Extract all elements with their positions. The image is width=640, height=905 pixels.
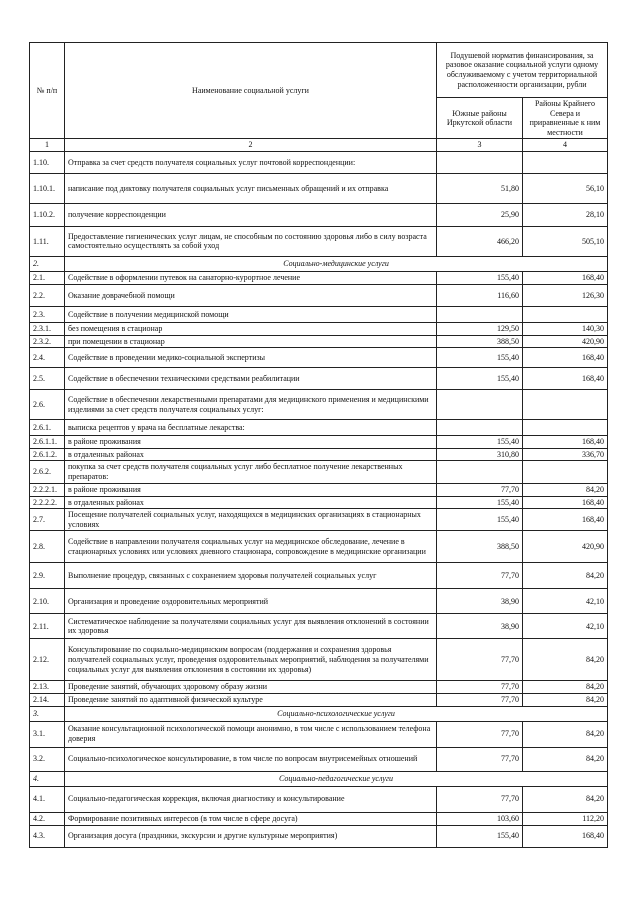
service-name: в отдаленных районах (65, 496, 437, 509)
header-index: 2 (65, 139, 437, 152)
service-name: Организация и проведение оздоровительных мероприятий (65, 589, 437, 614)
service-name: Содействие в направлении получателя социальных услуг на медицинское обследование, лечение в стационарных условиях или условиях дневного стационара, сопровождение в медицинские организации (65, 531, 437, 563)
header-index-row (30, 139, 608, 152)
service-name: в отдаленных районах (65, 448, 437, 461)
row-number: 2.6.1.2. (30, 448, 65, 461)
service-name: в районе проживания (65, 436, 437, 449)
section-row (30, 771, 608, 786)
section-number: 3. (30, 706, 65, 721)
north-price: 505,10 (523, 226, 608, 256)
table-row (30, 563, 608, 589)
south-price: 466,20 (437, 226, 523, 256)
table-row (30, 284, 608, 306)
table-row (30, 721, 608, 747)
north-price: 84,20 (523, 483, 608, 496)
row-number: 2.2. (30, 284, 65, 306)
row-number: 2.13. (30, 681, 65, 694)
service-name: Предоставление гигиенических услуг лицам, не способным по состоянию здоровья либо в силу возраста самостоятельно осуществлять за собой уход (65, 226, 437, 256)
table-row (30, 693, 608, 706)
tariff-table (29, 42, 608, 848)
service-name: Формирование позитивных интересов (в том числе в сфере досуга) (65, 812, 437, 825)
north-price: 168,40 (523, 496, 608, 509)
row-number: 2.10. (30, 589, 65, 614)
row-number: 2.6.1. (30, 420, 65, 436)
row-number: 3.2. (30, 747, 65, 771)
service-name: Проведение занятий по адаптивной физической культуре (65, 693, 437, 706)
south-price: 155,40 (437, 496, 523, 509)
south-price: 77,70 (437, 639, 523, 681)
table-row (30, 639, 608, 681)
row-number: 2.2.2.2. (30, 496, 65, 509)
south-price: 155,40 (437, 368, 523, 390)
service-name: при помещении в стационар (65, 335, 437, 348)
service-name: Консультирование по социально-медицинским вопросам (поддержания и сохранения здоровья получателей социальных услуг, проведения оздоровительных мероприятий, наблюдения за получателями социальных услуг для выявления отклонения в состоянии их здоровья) (65, 639, 437, 681)
header-norm: Подушевой норматив финансирования, за разовое оказание социальной услуги одному обслуживаемому с учетом территориальной расположенности организации, рубли (437, 43, 608, 98)
south-price: 77,70 (437, 681, 523, 694)
table-row (30, 825, 608, 847)
north-price: 84,20 (523, 563, 608, 589)
north-price: 168,40 (523, 509, 608, 531)
service-name: Выполнение процедур, связанных с сохранением здоровья получателей социальных услуг (65, 563, 437, 589)
north-price: 84,20 (523, 693, 608, 706)
row-number: 2.7. (30, 509, 65, 531)
header-south: Южные районы Иркутской области (437, 98, 523, 139)
north-price: 140,30 (523, 322, 608, 335)
table-row (30, 448, 608, 461)
row-number: 1.10. (30, 151, 65, 173)
service-name: Содействие в получении медицинской помощи (65, 306, 437, 322)
north-price: 336,70 (523, 448, 608, 461)
south-price: 38,90 (437, 614, 523, 639)
row-number: 2.3.1. (30, 322, 65, 335)
south-price (437, 390, 523, 420)
section-row (30, 256, 608, 271)
south-price: 155,40 (437, 509, 523, 531)
service-name: Посещение получателей социальных услуг, находящихся в медицинских организациях в стационарных условиях (65, 509, 437, 531)
table-row (30, 348, 608, 368)
table-row (30, 812, 608, 825)
row-number: 2.3.2. (30, 335, 65, 348)
south-price: 129,50 (437, 322, 523, 335)
row-number: 1.10.1. (30, 173, 65, 203)
north-price: 84,20 (523, 747, 608, 771)
section-number: 2. (30, 256, 65, 271)
row-number: 4.1. (30, 786, 65, 812)
service-name: Содействие в оформлении путевок на санаторно-курортное лечение (65, 271, 437, 284)
service-name: написание под диктовку получателя социальных услуг письменных обращений и их отправка (65, 173, 437, 203)
service-name: Организация досуга (праздники, экскурсии и другие культурные мероприятия) (65, 825, 437, 847)
header-index: 3 (437, 139, 523, 152)
service-name: в районе проживания (65, 483, 437, 496)
north-price (523, 306, 608, 322)
south-price: 77,70 (437, 786, 523, 812)
table-header (30, 43, 608, 152)
table-row (30, 271, 608, 284)
south-price: 77,70 (437, 747, 523, 771)
section-number: 4. (30, 771, 65, 786)
row-number: 2.12. (30, 639, 65, 681)
north-price: 168,40 (523, 368, 608, 390)
service-name: Социально-педагогическая коррекция, включая диагностику и консультирование (65, 786, 437, 812)
table-row (30, 786, 608, 812)
table-row (30, 436, 608, 449)
header-name: Наименование социальной услуги (65, 43, 437, 139)
row-number: 2.11. (30, 614, 65, 639)
header-north: Районы Крайнего Севера и приравненные к ним местности (523, 98, 608, 139)
north-price: 84,20 (523, 721, 608, 747)
south-price: 310,80 (437, 448, 523, 461)
north-price: 84,20 (523, 681, 608, 694)
table-row (30, 747, 608, 771)
row-number: 2.6. (30, 390, 65, 420)
row-number: 2.5. (30, 368, 65, 390)
north-price (523, 420, 608, 436)
south-price (437, 461, 523, 483)
row-number: 2.4. (30, 348, 65, 368)
table-row (30, 322, 608, 335)
south-price: 25,90 (437, 203, 523, 226)
south-price: 155,40 (437, 825, 523, 847)
north-price: 84,20 (523, 786, 608, 812)
row-number: 4.2. (30, 812, 65, 825)
service-name: без помещения в стационар (65, 322, 437, 335)
table-row (30, 589, 608, 614)
table-row (30, 681, 608, 694)
table-row (30, 509, 608, 531)
header-index: 1 (30, 139, 65, 152)
table-row (30, 420, 608, 436)
table-row (30, 368, 608, 390)
south-price: 388,50 (437, 531, 523, 563)
south-price: 155,40 (437, 271, 523, 284)
table-row (30, 390, 608, 420)
south-price (437, 151, 523, 173)
row-number: 2.6.1.1. (30, 436, 65, 449)
header-index: 4 (523, 139, 608, 152)
section-title: Социально-психологические услуги (65, 706, 608, 721)
service-name: Содействие в обеспечении техническими средствами реабилитации (65, 368, 437, 390)
south-price: 38,90 (437, 589, 523, 614)
row-number: 4.3. (30, 825, 65, 847)
south-price: 155,40 (437, 348, 523, 368)
north-price: 112,20 (523, 812, 608, 825)
service-name: Социально-психологическое консультирование, в том числе по вопросам внутрисемейных отношений (65, 747, 437, 771)
north-price (523, 390, 608, 420)
service-name: Содействие в обеспечении лекарственными препаратами для медицинского применения и медицинскими изделиями за счет средств получателя социальных услуг: (65, 390, 437, 420)
north-price: 84,20 (523, 639, 608, 681)
row-number: 2.1. (30, 271, 65, 284)
table-row (30, 461, 608, 483)
row-number: 2.2.2.1. (30, 483, 65, 496)
north-price: 168,40 (523, 348, 608, 368)
table-row (30, 226, 608, 256)
table-row (30, 483, 608, 496)
south-price: 77,70 (437, 693, 523, 706)
header-num: № п/п (30, 43, 65, 139)
service-name: выписка рецептов у врача на бесплатные лекарства: (65, 420, 437, 436)
north-price: 168,40 (523, 825, 608, 847)
row-number: 1.10.2. (30, 203, 65, 226)
north-price: 42,10 (523, 589, 608, 614)
table-row (30, 531, 608, 563)
north-price (523, 461, 608, 483)
south-price: 77,70 (437, 483, 523, 496)
south-price: 77,70 (437, 721, 523, 747)
row-number: 2.8. (30, 531, 65, 563)
table-row (30, 306, 608, 322)
row-number: 2.3. (30, 306, 65, 322)
service-name: получение корреспонденции (65, 203, 437, 226)
service-name: Оказание консультационной психологической помощи анонимно, в том числе с использованием телефона доверия (65, 721, 437, 747)
service-name: покупка за счет средств получателя социальных услуг либо бесплатное получение лекарственных препаратов: (65, 461, 437, 483)
south-price: 103,60 (437, 812, 523, 825)
service-name: Проведение занятий, обучающих здоровому образу жизни (65, 681, 437, 694)
north-price: 42,10 (523, 614, 608, 639)
south-price: 51,80 (437, 173, 523, 203)
north-price: 126,30 (523, 284, 608, 306)
table-row (30, 496, 608, 509)
north-price: 168,40 (523, 436, 608, 449)
north-price: 420,90 (523, 335, 608, 348)
row-number: 2.14. (30, 693, 65, 706)
service-name: Содействие в проведении медико-социальной экспертизы (65, 348, 437, 368)
table-row (30, 151, 608, 173)
service-name: Систематическое наблюдение за получателями социальных услуг для выявления отклонений в состоянии их здоровья (65, 614, 437, 639)
south-price: 77,70 (437, 563, 523, 589)
south-price (437, 420, 523, 436)
north-price (523, 151, 608, 173)
service-name: Оказание доврачебной помощи (65, 284, 437, 306)
south-price: 388,50 (437, 335, 523, 348)
section-title: Социально-медицинские услуги (65, 256, 608, 271)
north-price: 168,40 (523, 271, 608, 284)
south-price (437, 306, 523, 322)
table-row (30, 614, 608, 639)
section-title: Социально-педагогические услуги (65, 771, 608, 786)
table-row (30, 335, 608, 348)
north-price: 420,90 (523, 531, 608, 563)
south-price: 116,60 (437, 284, 523, 306)
table-body (30, 151, 608, 847)
row-number: 3.1. (30, 721, 65, 747)
north-price: 28,10 (523, 203, 608, 226)
south-price: 155,40 (437, 436, 523, 449)
service-name: Отправка за счет средств получателя социальных услуг почтовой корреспонденции: (65, 151, 437, 173)
section-row (30, 706, 608, 721)
table-row (30, 173, 608, 203)
row-number: 1.11. (30, 226, 65, 256)
row-number: 2.9. (30, 563, 65, 589)
table-row (30, 203, 608, 226)
row-number: 2.6.2. (30, 461, 65, 483)
north-price: 56,10 (523, 173, 608, 203)
